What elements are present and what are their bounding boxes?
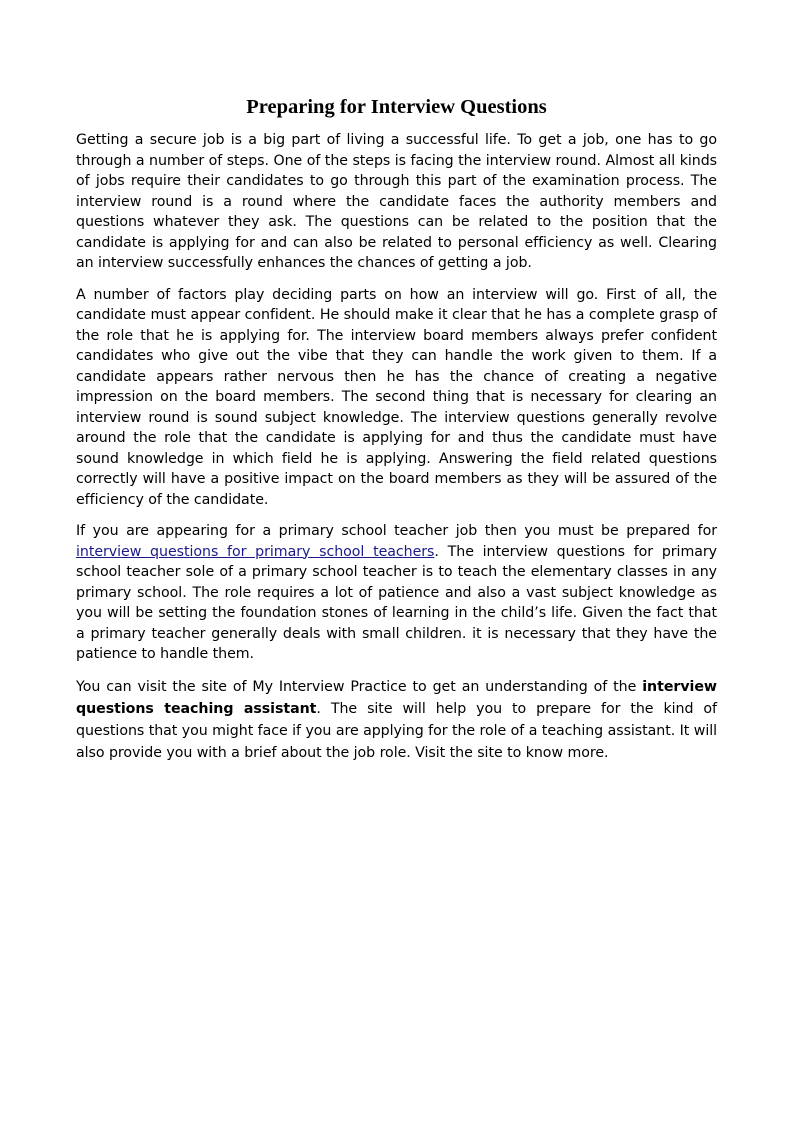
primary-school-teachers-link[interactable]: interview questions for primary school teachers (76, 543, 435, 560)
bold-keyword: interview questions teaching assistant (76, 678, 717, 717)
page-title: Preparing for Interview Questions (246, 96, 547, 118)
paragraph-text-before-link: If you are appearing for a primary school teacher job then you must be prepared for (76, 523, 717, 539)
document-page (76, 94, 717, 775)
paragraph-intro: Getting a secure job is a big part of living a successful life. To get a job, one has to go through a number of steps. One of the steps is facing the interview round. Almost all kinds of jobs require their candidates to go through this part of the examination process. The interview round is a round where the candidate faces the authority members and questions whatever they ask. The questions can be related to the position that the candidate is applying for and can also be related to personal efficiency as well. Clearing an interview successfully enhances the chances of getting a job. (76, 132, 717, 271)
paragraph-factors: A number of factors play deciding parts on how an interview will go. First of all, the candidate must appear confident. He should make it clear that he has a complete grasp of the role that he is applying for. The interview board members always prefer confident candidates who give out the vibe that they can handle the work given to them. If a candidate appears rather nervous then he has the chance of creating a negative impression on the board members. The second thing that is necessary for clearing an interview round is sound subject knowledge. The interview questions generally revolve around the role that the candidate is applying for and thus the candidate must have sound knowledge in which field he is applying. Answering the field related questions correctly will have a positive impact on the board members as they will be assured of the efficiency of the candidate. (76, 286, 717, 508)
paragraph-text-before-bold: You can visit the site of My Interview Practice to get an understanding of the (76, 678, 643, 695)
paragraph-teaching-assistant (76, 676, 717, 764)
paragraph-text-after-link: . The interview questions for primary school teacher sole of a primary school teacher is to teach the elementary classes in any primary school. The role requires a lot of patience and also a vast subject knowledge as you will be setting the foundation stones of learning in the child’s life. Given the fact that a primary teacher generally deals with small children. it is necessary that they have the patience to handle them. (76, 543, 717, 662)
paragraph-text-after-bold: . The site will help you to prepare for the kind of questions that you might face if you are applying for the role of a teaching assistant. It will also provide you with a brief about the job role. Visit the site to know more. (76, 700, 718, 761)
paragraph-primary-teacher (76, 521, 717, 665)
